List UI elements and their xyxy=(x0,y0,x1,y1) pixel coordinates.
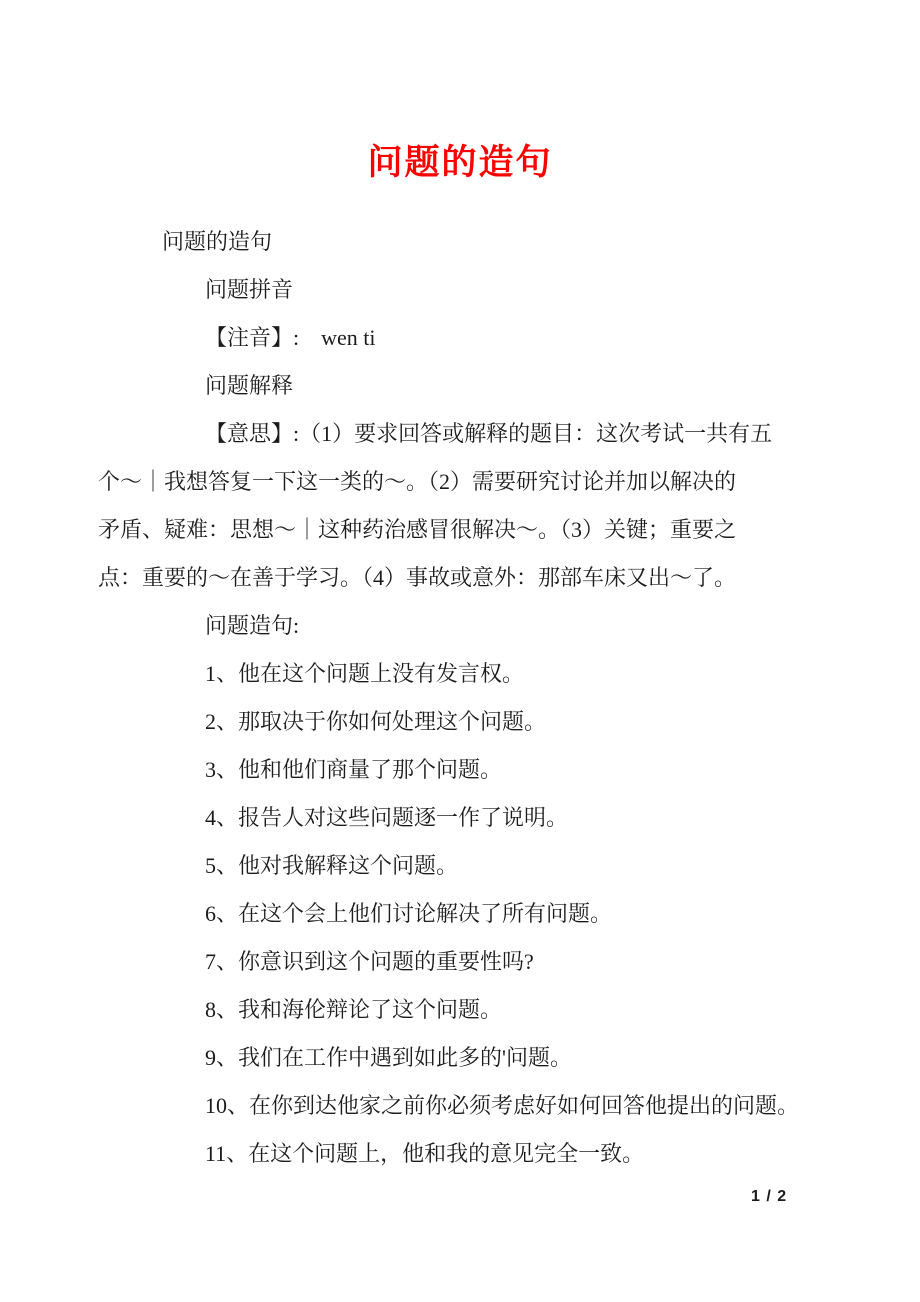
document-title: 问题的造句 xyxy=(367,143,553,182)
line-explain-heading: 问题解释 xyxy=(205,373,294,398)
line-meaning-4: 点：重要的～在善于学习。（4）事故或意外：那部车床又出～了。 xyxy=(98,565,737,590)
sentence-item-7: 7、你意识到这个问题的重要性吗? xyxy=(205,949,534,974)
line-meaning-2: 个～｜我想答复一下这一类的～。（2）需要研究讨论并加以解决的 xyxy=(98,469,737,494)
sentence-item-4: 4、报告人对这些问题逐一作了说明。 xyxy=(205,805,569,830)
sentence-item-8: 8、我和海伦辩论了这个问题。 xyxy=(205,997,503,1022)
line-zhuyin: 【注音】: wen ti xyxy=(205,325,376,350)
line-meaning-1: 【意思】:（1）要求回答或解释的题目：这次考试一共有五 xyxy=(205,421,773,446)
sentence-item-3: 3、他和他们商量了那个问题。 xyxy=(205,757,503,782)
sentence-item-5: 5、他对我解释这个问题。 xyxy=(205,853,459,878)
line-pinyin-heading: 问题拼音 xyxy=(205,277,294,302)
sentence-item-6: 6、在这个会上他们讨论解决了所有问题。 xyxy=(205,901,613,926)
sentence-item-9: 9、我们在工作中遇到如此多的'问题。 xyxy=(205,1045,572,1070)
sentence-item-11: 11、在这个问题上，他和我的意见完全一致。 xyxy=(205,1141,645,1166)
document-body xyxy=(98,218,822,1178)
line-intro: 问题的造句 xyxy=(162,229,273,254)
line-meaning-3: 矛盾、疑难：思想～｜这种药治感冒很解决～。（3）关键；重要之 xyxy=(98,517,737,542)
line-zaoju-heading: 问题造句: xyxy=(205,613,300,638)
sentence-item-10: 10、在你到达他家之前你必须考虑好如何回答他提出的问题。 xyxy=(205,1093,800,1118)
sentence-item-2: 2、那取决于你如何处理这个问题。 xyxy=(205,709,547,734)
page-number: 1 / 2 xyxy=(751,1188,788,1205)
sentence-item-1: 1、他在这个问题上没有发言权。 xyxy=(205,661,525,686)
